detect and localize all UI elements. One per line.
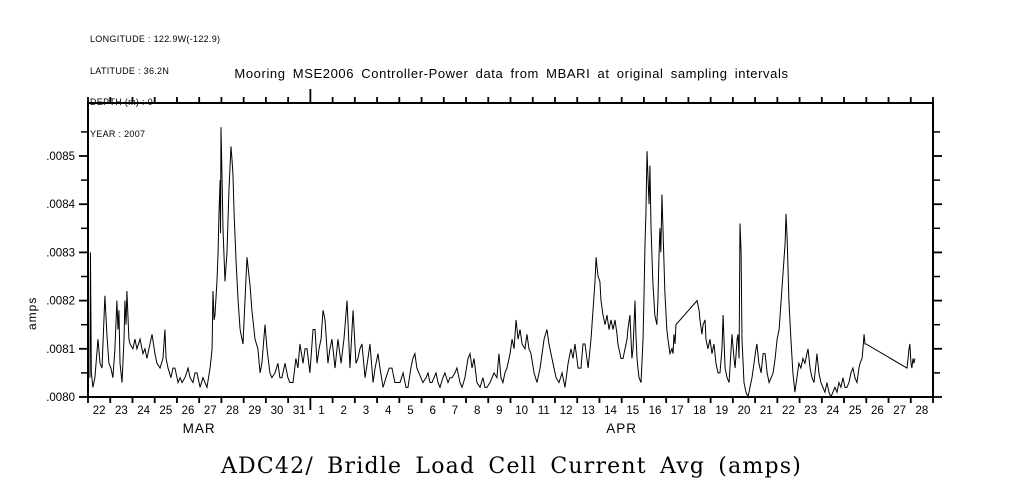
y-axis-tick-label: .0081 — [46, 343, 75, 356]
data-line — [90, 127, 915, 397]
x-axis-day-label: 28 — [226, 405, 239, 417]
y-axis-tick-label: .0084 — [46, 199, 75, 212]
x-axis-day-label: 26 — [871, 405, 884, 417]
y-axis-tick-label: .0085 — [46, 151, 75, 164]
x-axis-day-label: 20 — [737, 405, 751, 417]
x-axis-day-label: 23 — [114, 405, 128, 417]
x-axis-month-label: APR — [606, 421, 638, 436]
x-axis-day-label: 8 — [473, 405, 481, 417]
x-axis-day-label: 11 — [537, 405, 550, 417]
x-axis-day-label: 7 — [451, 405, 459, 417]
y-axis-tick-label: .0082 — [46, 295, 75, 308]
x-axis-day-label: 27 — [893, 405, 907, 417]
x-axis-day-label: 25 — [848, 405, 862, 417]
x-axis-day-label: 25 — [159, 405, 173, 417]
x-axis-day-label: 12 — [559, 405, 573, 417]
x-axis-day-label: 14 — [604, 405, 617, 417]
x-axis-day-label: 19 — [715, 405, 729, 417]
x-axis-day-label: 2 — [340, 405, 347, 417]
x-axis-day-label: 30 — [270, 405, 284, 417]
x-axis-day-label: 1 — [318, 405, 325, 417]
x-axis-day-label: 29 — [248, 405, 262, 417]
x-axis-day-label: 3 — [362, 405, 370, 417]
x-axis-day-label: 31 — [292, 405, 306, 417]
y-axis-tick-label: .0083 — [46, 247, 75, 260]
y-axis-tick-label: .0080 — [46, 392, 75, 404]
x-axis-day-label: 22 — [782, 405, 795, 417]
x-axis-day-label: 18 — [693, 405, 706, 417]
x-axis-day-label: 15 — [626, 405, 640, 417]
x-axis-day-label: 26 — [181, 405, 195, 417]
x-axis-day-label: 28 — [915, 405, 929, 417]
x-axis-day-label: 16 — [648, 405, 662, 417]
x-axis-day-label: 17 — [670, 405, 684, 417]
x-axis-day-label: 23 — [804, 405, 818, 417]
x-axis-day-label: 6 — [429, 405, 436, 417]
x-axis-day-label: 9 — [496, 405, 503, 417]
x-axis-day-label: 5 — [407, 405, 414, 417]
meta-line-latitude: LATITUDE : 36.2N — [90, 65, 170, 76]
x-axis-day-label: 4 — [384, 405, 392, 417]
x-axis-day-label: 27 — [203, 405, 217, 417]
x-axis-month-label: MAR — [182, 421, 216, 436]
plot-title: Mooring MSE2006 Controller-Power data from MBARI at original sampling intervals — [234, 66, 789, 81]
meta-line-year: YEAR : 2007 — [90, 128, 146, 139]
x-axis-day-label: 24 — [826, 405, 840, 417]
x-axis-day-label: 21 — [759, 405, 773, 417]
meta-line-depth: DEPTH (m) : 0 — [90, 97, 153, 107]
meta-line-longitude: LONGITUDE : 122.9W(-122.9) — [90, 34, 221, 44]
y-axis-label: amps — [25, 296, 39, 330]
x-axis-day-label: 10 — [515, 405, 529, 417]
x-axis-day-label: 13 — [581, 405, 595, 417]
x-axis-day-label: 24 — [137, 405, 150, 417]
x-axis-day-label: 22 — [92, 405, 106, 417]
chart-subtitle: ADC42/ Bridle Load Cell Current Avg (amps) — [220, 454, 803, 479]
